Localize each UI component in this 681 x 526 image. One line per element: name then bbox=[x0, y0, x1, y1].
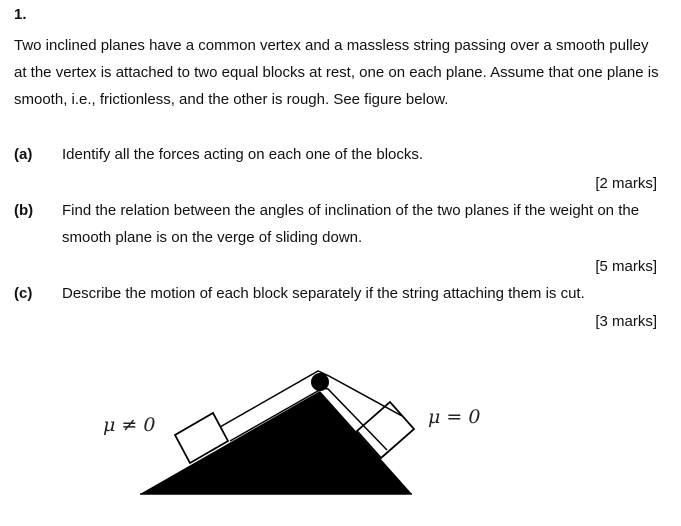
part-a-label: (a) bbox=[14, 146, 33, 163]
inclined-planes-figure bbox=[0, 340, 681, 526]
question-number: 1. bbox=[14, 6, 27, 23]
part-a-marks: [2 marks] bbox=[595, 175, 657, 192]
part-b-marks: [5 marks] bbox=[595, 258, 657, 275]
rough-friction-label: μ ≠ 0 bbox=[103, 414, 156, 436]
question-intro: Two inclined planes have a common vertex and a massless string passing over a smooth pulley at the vertex is attached to two equal blocks at rest, one on each plane. Assume that one plane is smooth, i.e., frictionless, and the other is rough. See figure below. bbox=[14, 37, 659, 108]
part-a-text: Identify all the forces acting on each one of the blocks. bbox=[62, 146, 424, 163]
pulley bbox=[311, 373, 329, 391]
part-c-text: Describe the motion of each block separately if the string attaching them is cut. bbox=[62, 285, 585, 302]
part-b-label: (b) bbox=[14, 202, 34, 219]
smooth-friction-label: μ = 0 bbox=[428, 406, 481, 428]
part-c-marks: [3 marks] bbox=[595, 313, 657, 330]
part-c-label: (c) bbox=[14, 285, 33, 302]
part-b-text: Find the relation between the angles of inclination of the two planes if the weight on the smooth plane is on the verge of sliding down. bbox=[62, 202, 640, 246]
